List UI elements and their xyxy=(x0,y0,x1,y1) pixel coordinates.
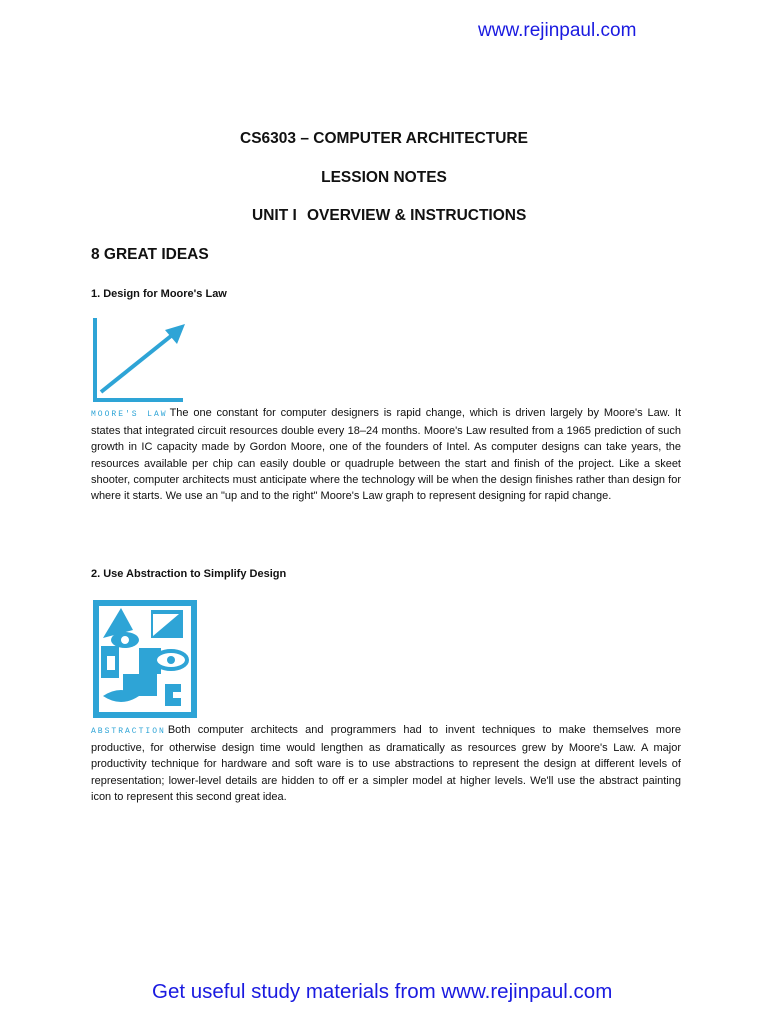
idea-body: Both computer architects and programmers had to invent techniques to make themselves more productive, for otherwise design time would lengthen as dramatically as resources grew by Moore's Law. A major productivity technique for hardware and soft ware is to use abstractions to represent the design at different levels of representation; lower-level details are hidden to off er a simpler model at higher levels. We'll use the abstract painting icon to represent this second great idea. xyxy=(91,724,681,803)
abstraction-caption: ABSTRACTION xyxy=(91,727,166,736)
moores-law-caption: MOORE'S LAW xyxy=(91,410,168,419)
moores-law-icon xyxy=(93,318,189,408)
site-link[interactable]: www.rejinpaul.com xyxy=(478,20,637,41)
idea-title: 2. Use Abstraction to Simplify Design xyxy=(91,568,287,580)
section-title: 8 GREAT IDEAS xyxy=(91,246,209,263)
document-subtitle: LESSION NOTES xyxy=(321,169,447,186)
idea-body: The one constant for computer designers is rapid change, which is driven largely by Moore's Law. It states that integrated circuit resources double every 18–24 months. Moore's Law resulted from a 1965 prediction of such growth in IC capacity made by Gordon Moore, one of the founders of Intel. As computer designs can take years, the resources available per chip can easily double or quadruple between the start and finish of the project. Like a skeet shooter, computer architects must anticipate where the technology will be when the design finishes rather than design for where it starts. We use an "up and to the right" Moore's Law graph to represent designing for rapid change. xyxy=(91,407,682,503)
idea-title: 1. Design for Moore's Law xyxy=(91,288,227,300)
document-title: CS6303 – COMPUTER ARCHITECTURE xyxy=(240,130,528,147)
abstraction-icon xyxy=(93,600,197,718)
unit-code: UNIT I xyxy=(252,207,297,224)
footer-promo-link[interactable]: Get useful study materials from www.rejinpaul.com xyxy=(152,980,613,1003)
idea-paragraph xyxy=(91,405,681,504)
unit-name: OVERVIEW & INSTRUCTIONS xyxy=(307,207,527,224)
idea-paragraph xyxy=(91,722,681,805)
